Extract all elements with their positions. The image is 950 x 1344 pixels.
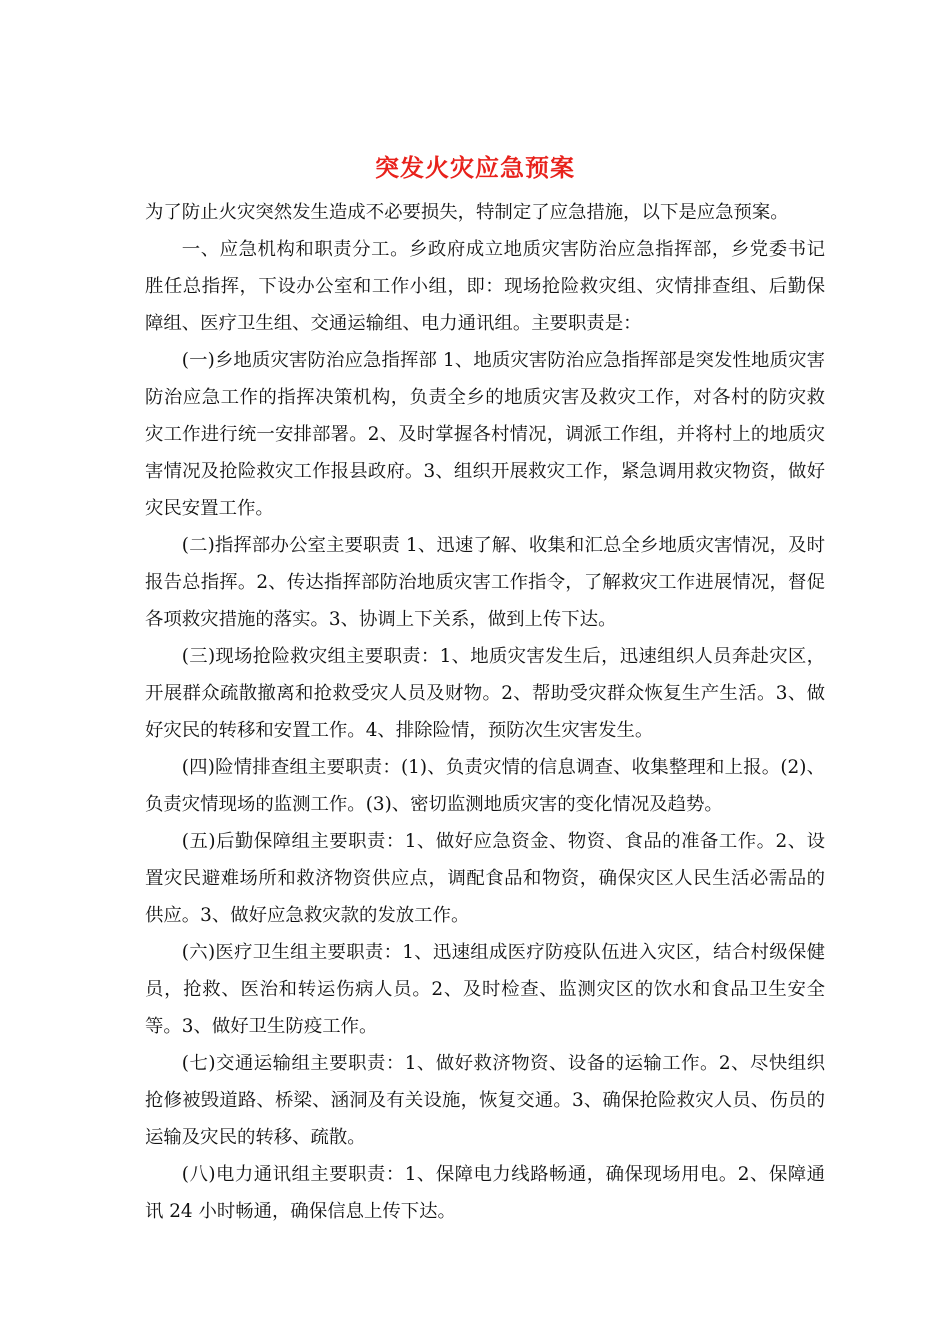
document-body	[145, 194, 825, 1230]
section-1-item-7-paragraph: (七)交通运输组主要职责：1、做好救济物资、设备的运输工作。2、尽快组织抢修被毁道路、桥梁、涵洞及有关设施，恢复交通。3、确保抢险救灾人员、伤员的运输及灾民的转移、疏散。	[145, 1053, 825, 1148]
section-1-item-2-paragraph: (二)指挥部办公室主要职责 1、迅速了解、收集和汇总全乡地质灾害情况，及时报告总指挥。2、传达指挥部防治地质灾害工作指令，了解救灾工作进展情况，督促各项救灾措施的落实。3、协调上下关系，做到上传下达。	[145, 535, 825, 630]
intro-paragraph: 为了防止火灾突然发生造成不必要损失，特制定了应急措施，以下是应急预案。	[145, 202, 789, 223]
section-1-item-6-paragraph: (六)医疗卫生组主要职责：1、迅速组成医疗防疫队伍进入灾区，结合村级保健员，抢救、医治和转运伤病人员。2、及时检查、监测灾区的饮水和食品卫生安全等。3、做好卫生防疫工作。	[145, 942, 825, 1037]
section-1-item-4-paragraph: (四)险情排查组主要职责：(1)、负责灾情的信息调查、收集整理和上报。(2)、负责灾情现场的监测工作。(3)、密切监测地质灾害的变化情况及趋势。	[145, 757, 825, 815]
document-title: 突发火灾应急预案	[375, 153, 575, 182]
section-1-item-5-paragraph: (五)后勤保障组主要职责：1、做好应急资金、物资、食品的准备工作。2、设置灾民避难场所和救济物资供应点，调配食品和物资，确保灾区人民生活必需品的供应。3、做好应急救灾款的发放工作。	[145, 831, 825, 926]
section-1-item-8-paragraph: (八)电力通讯组主要职责：1、保障电力线路畅通，确保现场用电。2、保障通讯 24 小时畅通，确保信息上传下达。	[145, 1164, 825, 1222]
section-1-item-3-paragraph: (三)现场抢险救灾组主要职责：1、地质灾害发生后，迅速组织人员奔赴灾区，开展群众疏散撤离和抢救受灾人员及财物。2、帮助受灾群众恢复生产生活。3、做好灾民的转移和安置工作。4、排除险情，预防次生灾害发生。	[145, 646, 825, 741]
section-1-item-1-paragraph: (一)乡地质灾害防治应急指挥部 1、地质灾害防治应急指挥部是突发性地质灾害防治应急工作的指挥决策机构，负责全乡的地质灾害及救灾工作，对各村的防灾救灾工作进行统一安排部署。2、及时掌握各村情况，调派工作组，并将村上的地质灾害情况及抢险救灾工作报县政府。3、组织开展救灾工作，紧急调用救灾物资，做好灾民安置工作。	[145, 350, 825, 519]
section-1-paragraph: 一、应急机构和职责分工。乡政府成立地质灾害防治应急指挥部，乡党委书记胜任总指挥，下设办公室和工作小组，即：现场抢险救灾组、灾情排查组、后勤保障组、医疗卫生组、交通运输组、电力通讯组。主要职责是：	[145, 239, 825, 334]
